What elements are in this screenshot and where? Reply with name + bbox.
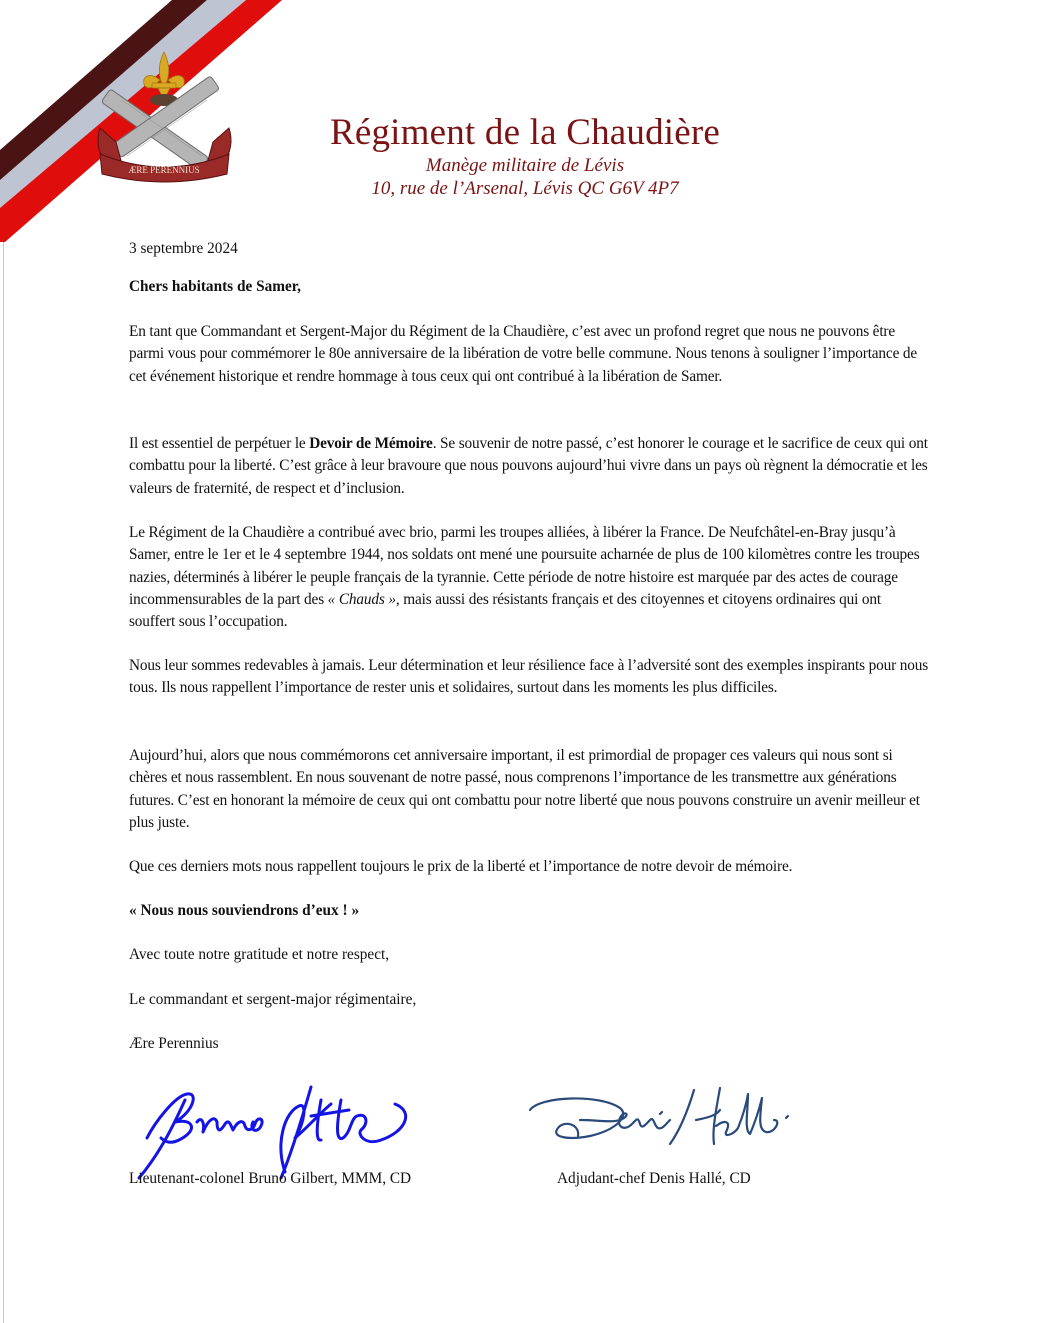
paragraph-3-end: , mais aussi des résistants français et des citoyennes et citoyens ordinaires qui ont souffert sous l’occupation. bbox=[129, 590, 881, 631]
fleur-de-lis-icon bbox=[144, 52, 185, 96]
regimental-crest-logo bbox=[92, 50, 237, 185]
paragraph-2 bbox=[129, 433, 929, 500]
paragraph-6: Que ces derniers mots nous rappellent toujours le prix de la liberté et l’importance de notre devoir de mémoire. bbox=[129, 858, 793, 875]
letterhead bbox=[290, 112, 760, 200]
signatory-line: Le commandant et sergent-major régimentaire, bbox=[129, 991, 417, 1008]
letterhead-address: 10, rue de l’Arsenal, Lévis QC G6V 4P7 bbox=[371, 178, 679, 199]
crest-motto-text: ÆRE PERENNIUS bbox=[128, 165, 200, 175]
letter-date: 3 septembre 2024 bbox=[129, 240, 238, 257]
chauds-emphasis: « Chauds » bbox=[327, 590, 396, 608]
paragraph-3 bbox=[129, 522, 929, 633]
regiment-title: Régiment de la Chaudière bbox=[329, 112, 721, 153]
closing-line: Avec toute notre gratitude et notre respect, bbox=[129, 946, 390, 963]
letterhead-subtitle: Manège militaire de Lévis bbox=[425, 155, 625, 176]
signatory-name-sergeant-major: Adjudant-chef Denis Hallé, CD bbox=[557, 1170, 751, 1187]
paragraph-5: Aujourd’hui, alors que nous commémorons cet anniversaire important, il est primordial de propager ces valeurs qui nous sont si chères et nous rassemblent. En nous souvenant de notre passé, nous comprenons l’importance de les transmettre aux générations futures. C’est en honorant la mémoire de ceux qui ont combattu pour notre liberté que nous pouvons construire un avenir meilleur et plus juste. bbox=[129, 747, 920, 831]
paragraph-2-start: Il est essentiel de perpétuer le bbox=[129, 435, 310, 452]
paragraph-2-end: . Se souvenir de notre passé, c’est honorer le courage et le sacrifice de ceux qui ont combattu pour la liberté. C’est grâce à leur bravoure que nous pouvons aujourd’hui vivre dans un pays où règnent la démocratie et les valeurs de fraternité, de respect et d’inclusion. bbox=[129, 435, 928, 497]
signature-denis-halle bbox=[520, 1080, 800, 1160]
signatory-name-commander: Lieutenant-colonel Bruno Gilbert, MMM, CD bbox=[129, 1170, 412, 1187]
paragraph-3-start: Le Régiment de la Chaudière a contribué avec brio, parmi les troupes alliées, à libérer la France. De Neufchâtel-en-Bray jusqu’à Samer, entre le 1er et le 4 septembre 1944, nos soldats ont mené une poursuite acharnée de plus de 100 kilomètres contre les troupes nazies, déterminés à libérer le peuple français de la tyrannie. Cette période de notre histoire est marquée par des actes de courage incommensurables de la part des bbox=[129, 524, 920, 608]
motto-quote: « Nous nous souviendrons d’eux ! » bbox=[129, 902, 360, 919]
regiment-motto: Ære Perennius bbox=[129, 1035, 219, 1052]
signature-bruno-gilbert bbox=[135, 1082, 425, 1182]
letter-greeting: Chers habitants de Samer, bbox=[129, 278, 301, 295]
paragraph-4: Nous leur sommes redevables à jamais. Leur détermination et leur résilience face à l’adversité sont des exemples inspirants pour nous tous. Ils nous rappellent l’importance de rester unis et solidaires, surtout dans les moments les plus difficiles. bbox=[129, 657, 929, 697]
devoir-de-memoire-emphasis: Devoir de Mémoire bbox=[309, 435, 433, 452]
paragraph-1: En tant que Commandant et Sergent-Major du Régiment de la Chaudière, c’est avec un profond regret que nous ne pouvons être parmi vous pour commémorer le 80e anniversaire de la libération de votre belle commune. Nous tenons à souligner l’importance de cet événement historique et rendre hommage à tous ceux qui ont contribué à la libération de Samer. bbox=[129, 323, 918, 385]
